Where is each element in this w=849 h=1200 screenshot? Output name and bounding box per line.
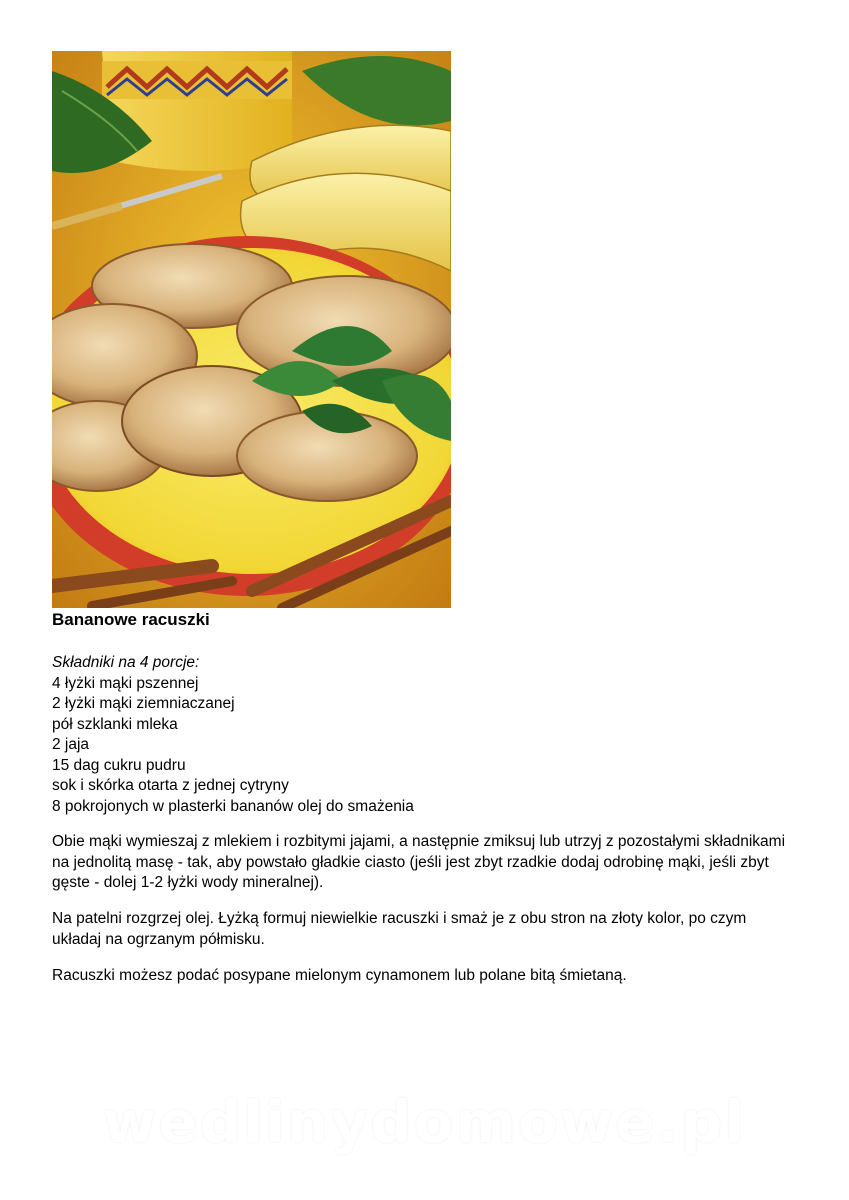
ingredient-item: sok i skórka otarta z jednej cytryny [52,777,289,794]
ingredient-item: pół szklanki mleka [52,715,178,733]
ingredient-item: 4 łyżki mąki pszennej [52,674,199,692]
ingredient-item: 8 pokrojonych w plasterki bananów olej do smażenia [52,797,414,815]
recipe-photo [52,51,451,608]
ingredient-item: 2 łyżki mąki ziemniaczanej [52,695,235,712]
ingredient-item: 2 jaja [52,736,90,753]
recipe-title: Bananowe racuszki [52,610,210,629]
instruction-step-2: Na patelni rozgrzej olej. Łyżką formuj niewielkie racuszki i smaż je z obu stron na złoty kolor, po czym układaj na ogrzanym półmisku. [52,910,747,948]
instruction-step-1: Obie mąki wymieszaj z mlekiem i rozbitymi jajami, a następnie zmiksuj lub utrzyj z pozostałymi składnikami na jednolitą masę - tak, aby powstało gładkie ciasto (jeśli jest zbyt rzadkie dodaj odrobinę mąki, jeśli zbyt gęste - dolej 1-2 łyżki wody mineralnej). [52,833,786,891]
watermark: wedlinydomowe.pl [102,1088,747,1156]
ingredients-section [52,653,812,817]
instruction-step-3: Racuszki możesz podać posypane mielonym cynamonem lub polane bitą śmietaną. [52,967,627,984]
ingredients-label: Składniki na 4 porcje: [52,654,200,671]
ingredient-item: 15 dag cukru pudru [52,756,186,774]
